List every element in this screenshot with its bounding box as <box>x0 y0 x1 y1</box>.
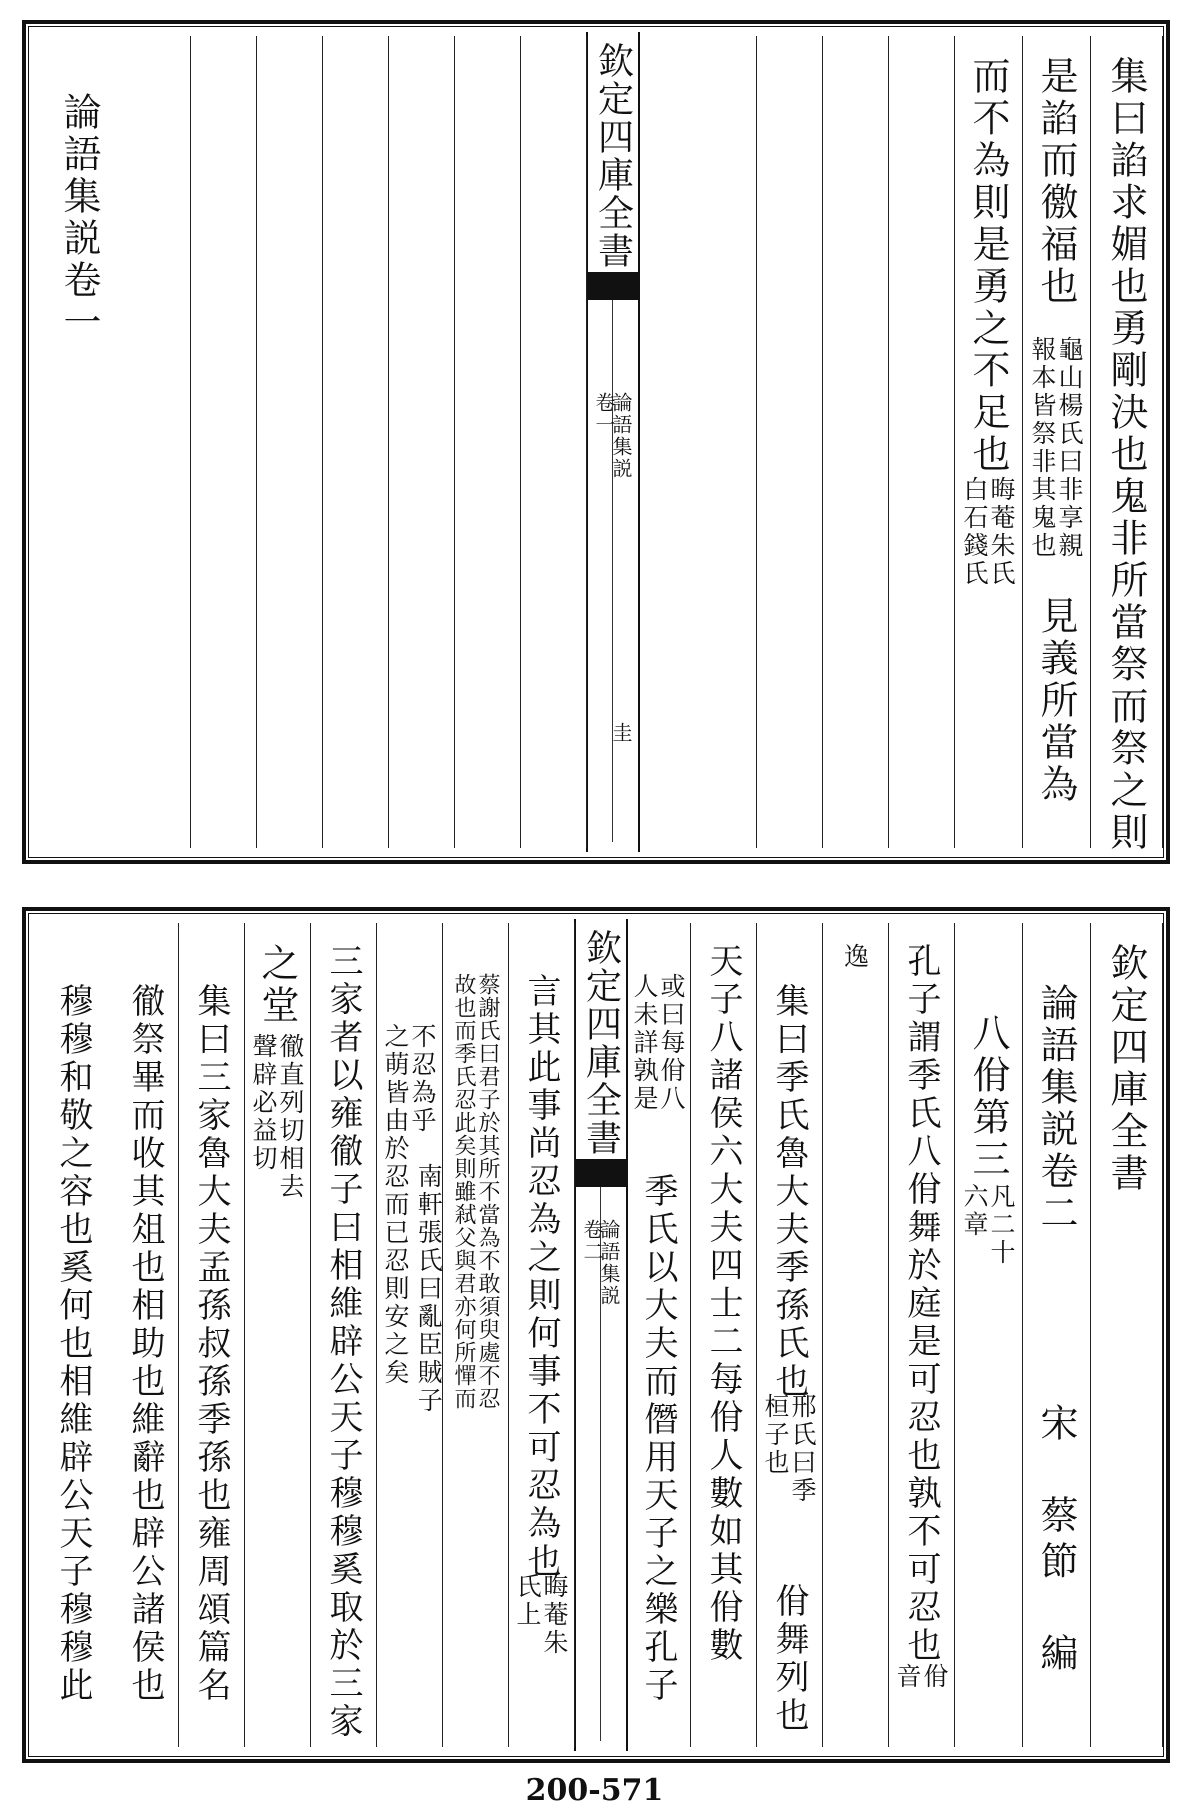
annotation: 聲辟必益切 <box>249 1033 278 1173</box>
column-bottom-17 <box>34 923 112 1747</box>
bottom-page <box>22 907 1170 1763</box>
column-top-4 <box>888 36 955 848</box>
column-top-6 <box>756 36 823 848</box>
column-bottom-16 <box>112 923 179 1747</box>
column-bottom-12 <box>376 923 443 1747</box>
column-top-7 <box>690 36 757 848</box>
column-top-11 <box>322 36 389 848</box>
column-text: 集曰三家魯大夫孟孫叔孫季孫也雍周頌篇名 <box>191 983 231 1705</box>
column-text: 集曰諂求媚也勇剛決也鬼非所當祭而祭之則 <box>1104 56 1148 854</box>
annotation: 故也而季氏忍此矣則雖弒父與君亦何所憚而 <box>451 973 476 1410</box>
annotation-pair <box>954 476 1022 588</box>
annotation: 六章 <box>960 1183 989 1239</box>
fold-title: 欽定四庫全書 <box>592 42 634 270</box>
column-top-5 <box>822 36 889 848</box>
annotation: 之萌皆由於忍而已忍則安之矣 <box>381 1023 410 1387</box>
annotation: 佾 <box>920 1663 949 1691</box>
column-text-tail: 佾舞列也 <box>769 1583 809 1735</box>
column-bottom-13 <box>310 923 377 1747</box>
column-bottom-1 <box>1090 923 1163 1747</box>
annotation-pair <box>508 1573 574 1657</box>
column-bottom-6 <box>756 923 823 1747</box>
fold-line <box>612 300 613 842</box>
column-bottom-8 <box>626 923 691 1747</box>
column-text: 穆穆和敬之容也奚何也相維辟公天子穆穆此 <box>53 983 93 1705</box>
annotation: 不忍為乎 <box>408 1023 437 1135</box>
annotation: 晦菴朱 <box>540 1573 569 1657</box>
annotation: 音 <box>893 1663 922 1691</box>
author-line: 宋 蔡節 編 <box>1034 1403 1078 1679</box>
annotation: 邢氏曰季 <box>788 1393 817 1505</box>
fold-title: 欽定四庫全書 <box>580 929 622 1157</box>
annotation-pair <box>756 1393 822 1505</box>
fold-book-title: 論語集説 <box>609 392 633 480</box>
column-bottom-2 <box>1022 923 1091 1747</box>
column-bottom-10 <box>508 923 575 1747</box>
book-title: 欽定四庫全書 <box>1104 943 1148 1195</box>
column-text: 而不為則是勇之不足也 <box>966 56 1010 476</box>
fold-volume: 卷二 <box>580 1219 604 1263</box>
top-page <box>22 20 1170 864</box>
annotation-pair <box>954 1183 1022 1267</box>
column-text: 徹祭畢而收其俎也相助也維辭也辟公諸侯也 <box>125 983 165 1705</box>
annotation: 人未詳孰是 <box>630 973 659 1113</box>
center-fold-top <box>586 32 640 852</box>
annotation: 白石錢氏 <box>960 476 989 588</box>
column-top-3 <box>954 36 1023 848</box>
column-bottom-15 <box>178 923 245 1747</box>
column-bottom-11 <box>442 923 509 1747</box>
annotation: 徹直列切相去 <box>276 1033 305 1201</box>
annotation-pair <box>626 973 690 1113</box>
annotation-pair <box>1022 336 1090 560</box>
fold-book-title: 論語集説 <box>597 1219 621 1307</box>
column-text-tail: 見義所當為 <box>1034 596 1078 806</box>
column-bottom-14 <box>244 923 311 1747</box>
column-bottom-4 <box>888 923 955 1747</box>
column-top-13b <box>124 36 191 848</box>
annotation: 或曰每佾八 <box>657 973 686 1113</box>
column-top-14 <box>34 36 124 848</box>
column-top-1 <box>1090 36 1163 854</box>
fold-leaf-number: 圭 <box>609 722 633 744</box>
annotation: 氏上 <box>513 1573 542 1629</box>
center-fold-bottom <box>574 919 628 1751</box>
fold-fishtail <box>576 1159 626 1187</box>
column-text: 三家者以雍徹子曰相維辟公天子穆穆奚取於三家 <box>323 943 363 1741</box>
annotation-pair <box>244 1033 310 1201</box>
annotation: 凡二十 <box>987 1183 1016 1267</box>
column-text: 孔子謂季氏八佾舞於庭是可忍也孰不可忍也 <box>901 943 941 1665</box>
annotation: 桓子也 <box>761 1393 790 1477</box>
annotation: 蔡謝氏曰君子於其所不當為不敢須臾處不忍 <box>475 973 500 1410</box>
column-text: 之堂 <box>255 943 299 1027</box>
chapter-title: 八佾第三 <box>966 1013 1010 1181</box>
column-top-13 <box>190 36 257 848</box>
column-top-10 <box>388 36 455 848</box>
column-bottom-5 <box>822 923 889 1747</box>
annotation: 龜山楊氏曰非享親 <box>1055 336 1084 560</box>
annotation-pair <box>888 1663 954 1691</box>
column-text: 是諂而徼福也 <box>1034 56 1078 308</box>
volume-end-title: 論語集説卷一 <box>57 92 101 344</box>
annotation: 南軒張氏曰亂臣賊子 <box>414 1163 444 1415</box>
column-text: 集曰季氏魯大夫季孫氏也 <box>769 983 809 1401</box>
annotation: 晦菴朱氏 <box>987 476 1016 588</box>
annotation: 報本皆祭非其鬼也 <box>1028 336 1057 560</box>
column-top-12 <box>256 36 323 848</box>
column-bottom-3 <box>954 923 1023 1747</box>
column-bottom-7 <box>690 923 757 1747</box>
column-top-8 <box>520 36 587 848</box>
page-number: 200-571 <box>525 1773 664 1808</box>
column-text: 天子八諸侯六大夫四士二每佾人數如其佾數 <box>703 943 743 1665</box>
fold-fishtail <box>588 272 638 300</box>
column-text: 言其此事尚忍為之則何事不可忍為也 <box>521 973 561 1581</box>
column-top-9 <box>454 36 521 848</box>
column-top-2 <box>1022 36 1091 848</box>
column-text: 逸 <box>840 943 870 971</box>
volume-title: 論語集説卷二 <box>1034 983 1078 1235</box>
annotation-pair <box>442 973 508 1410</box>
fold-volume: 卷一 <box>592 392 616 436</box>
column-text-tail: 季氏以大夫而僭用天子之樂孔子 <box>638 1173 678 1705</box>
